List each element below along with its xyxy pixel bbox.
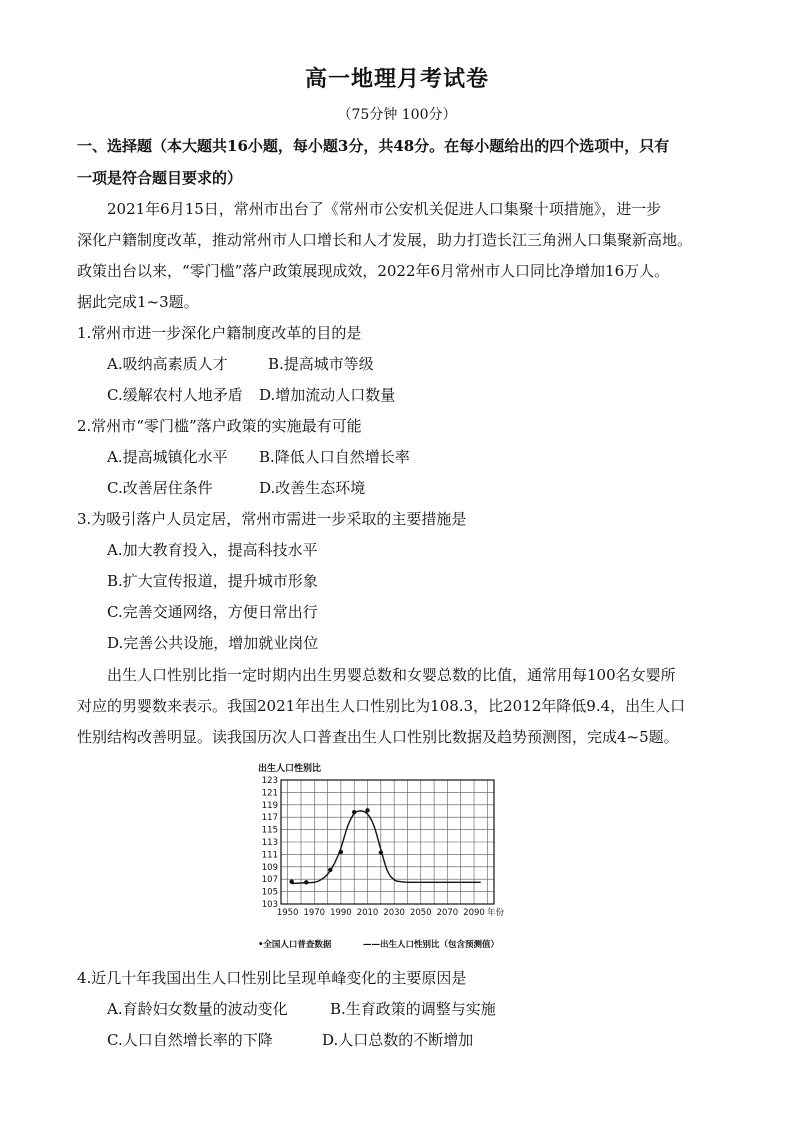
sex-ratio-chart bbox=[250, 758, 550, 958]
x-tick-label: 2010 bbox=[356, 908, 379, 918]
question-2-stem: 2.常州市“零门槛”落户政策的实施最有可能 bbox=[77, 417, 362, 435]
y-tick-label: 109 bbox=[261, 862, 278, 873]
y-tick-label: 121 bbox=[261, 788, 278, 799]
census-data-point bbox=[379, 850, 383, 854]
passage2-line2: 对应的男婴数来表示。我国2021年出生人口性别比为108.3，比2012年降低9.4，出生人口 bbox=[77, 697, 686, 715]
question-1-option-c: C.缓解农村人地矛盾 bbox=[107, 386, 243, 404]
exam-subtitle: （75分钟 100分） bbox=[337, 107, 457, 123]
census-data-point bbox=[289, 879, 293, 883]
exam-title: 高一地理月考试卷 bbox=[304, 66, 489, 92]
legend-points-label: •全国人口普查数据 bbox=[258, 940, 332, 950]
y-tick-label: 113 bbox=[261, 838, 278, 848]
question-2-option-c: C.改善居住条件 bbox=[107, 479, 213, 497]
passage1-line3: 政策出台以来，“零门槛”落户政策展现成效，2022年6月常州市人口同比净增加16万人。 bbox=[77, 262, 670, 280]
y-axis-label: 出生人口性别比 bbox=[258, 764, 322, 774]
section-heading-line1: 一、选择题（本大题共16小题，每小题3分，共48分。在每小题给出的四个选项中，只有 bbox=[77, 137, 670, 155]
question-3-option-a: A.加大教育投入，提高科技水平 bbox=[107, 541, 318, 559]
question-3-stem: 3.为吸引落户人员定居，常州市需进一步采取的主要措施是 bbox=[77, 510, 467, 528]
y-tick-label: 103 bbox=[261, 900, 278, 910]
census-data-point bbox=[304, 880, 308, 884]
x-tick-label: 2030 bbox=[383, 908, 405, 918]
question-3-option-c: C.完善交通网络，方便日常出行 bbox=[107, 603, 318, 621]
x-tick-label: 2070 bbox=[436, 908, 459, 918]
question-4-option-a: A.育龄妇女数量的波动变化 bbox=[107, 1000, 288, 1018]
question-3-option-d: D.完善公共设施，增加就业岗位 bbox=[107, 634, 319, 652]
y-tick-label: 111 bbox=[261, 850, 278, 861]
x-tick-label: 1950 bbox=[276, 908, 299, 918]
question-2-option-d: D.改善生态环境 bbox=[259, 479, 366, 497]
y-tick-label: 115 bbox=[261, 825, 278, 836]
section-heading-line2: 一项是符合题目要求的） bbox=[77, 169, 243, 187]
passage1-line1: 2021年6月15日，常州市出台了《常州市公安机关促进人口集聚十项措施》，进一步 bbox=[107, 200, 662, 218]
question-4-stem: 4.近几十年我国出生人口性别比呈现单峰变化的主要原因是 bbox=[77, 969, 467, 987]
question-3-option-b: B.扩大宣传报道，提升城市形象 bbox=[107, 572, 318, 590]
question-1-stem: 1.常州市进一步深化户籍制度改革的目的是 bbox=[77, 324, 362, 342]
census-data-point bbox=[339, 850, 343, 854]
series-line-sex-ratio bbox=[292, 811, 481, 884]
question-1-option-d: D.增加流动人口数量 bbox=[259, 386, 396, 404]
x-tick-label: 2090 bbox=[463, 908, 485, 918]
y-tick-label: 123 bbox=[261, 776, 278, 786]
passage1-line2: 深化户籍制度改革，推动常州市人口增长和人才发展，助力打造长江三角洲人口集聚新高地。 bbox=[77, 231, 693, 249]
y-tick-label: 105 bbox=[261, 887, 278, 898]
y-tick-label: 119 bbox=[261, 800, 278, 811]
x-axis-label: 年份 bbox=[487, 908, 505, 918]
question-2-option-a: A.提高城镇化水平 bbox=[107, 448, 228, 466]
passage2-line3: 性别结构改善明显。读我国历次人口普查出生人口性别比数据及趋势预测图，完成4~5题。 bbox=[77, 728, 679, 746]
x-tick-label: 1970 bbox=[303, 908, 326, 918]
question-4-option-c: C.人口自然增长率的下降 bbox=[107, 1031, 273, 1049]
y-tick-label: 117 bbox=[261, 813, 278, 824]
y-tick-label: 107 bbox=[261, 875, 278, 886]
passage2-line1: 出生人口性别比指一定时期内出生男婴总数和女婴总数的比值，通常用每100名女婴所 bbox=[107, 666, 676, 684]
census-data-point bbox=[328, 868, 332, 872]
legend-line-label: ——出生人口性别比（包含预测值） bbox=[363, 940, 500, 950]
question-2-option-b: B.降低人口自然增长率 bbox=[259, 448, 410, 466]
question-1-option-a: A.吸纳高素质人才 bbox=[107, 355, 228, 373]
passage1-line4: 据此完成1~3题。 bbox=[77, 293, 199, 311]
x-tick-label: 2050 bbox=[409, 908, 432, 918]
question-4-option-b: B.生育政策的调整与实施 bbox=[330, 1000, 496, 1018]
census-data-point bbox=[352, 810, 356, 814]
x-tick-label: 1990 bbox=[330, 908, 352, 918]
question-1-option-b: B.提高城市等级 bbox=[268, 355, 374, 373]
census-data-point bbox=[365, 808, 369, 812]
question-4-option-d: D.人口总数的不断增加 bbox=[322, 1031, 474, 1049]
